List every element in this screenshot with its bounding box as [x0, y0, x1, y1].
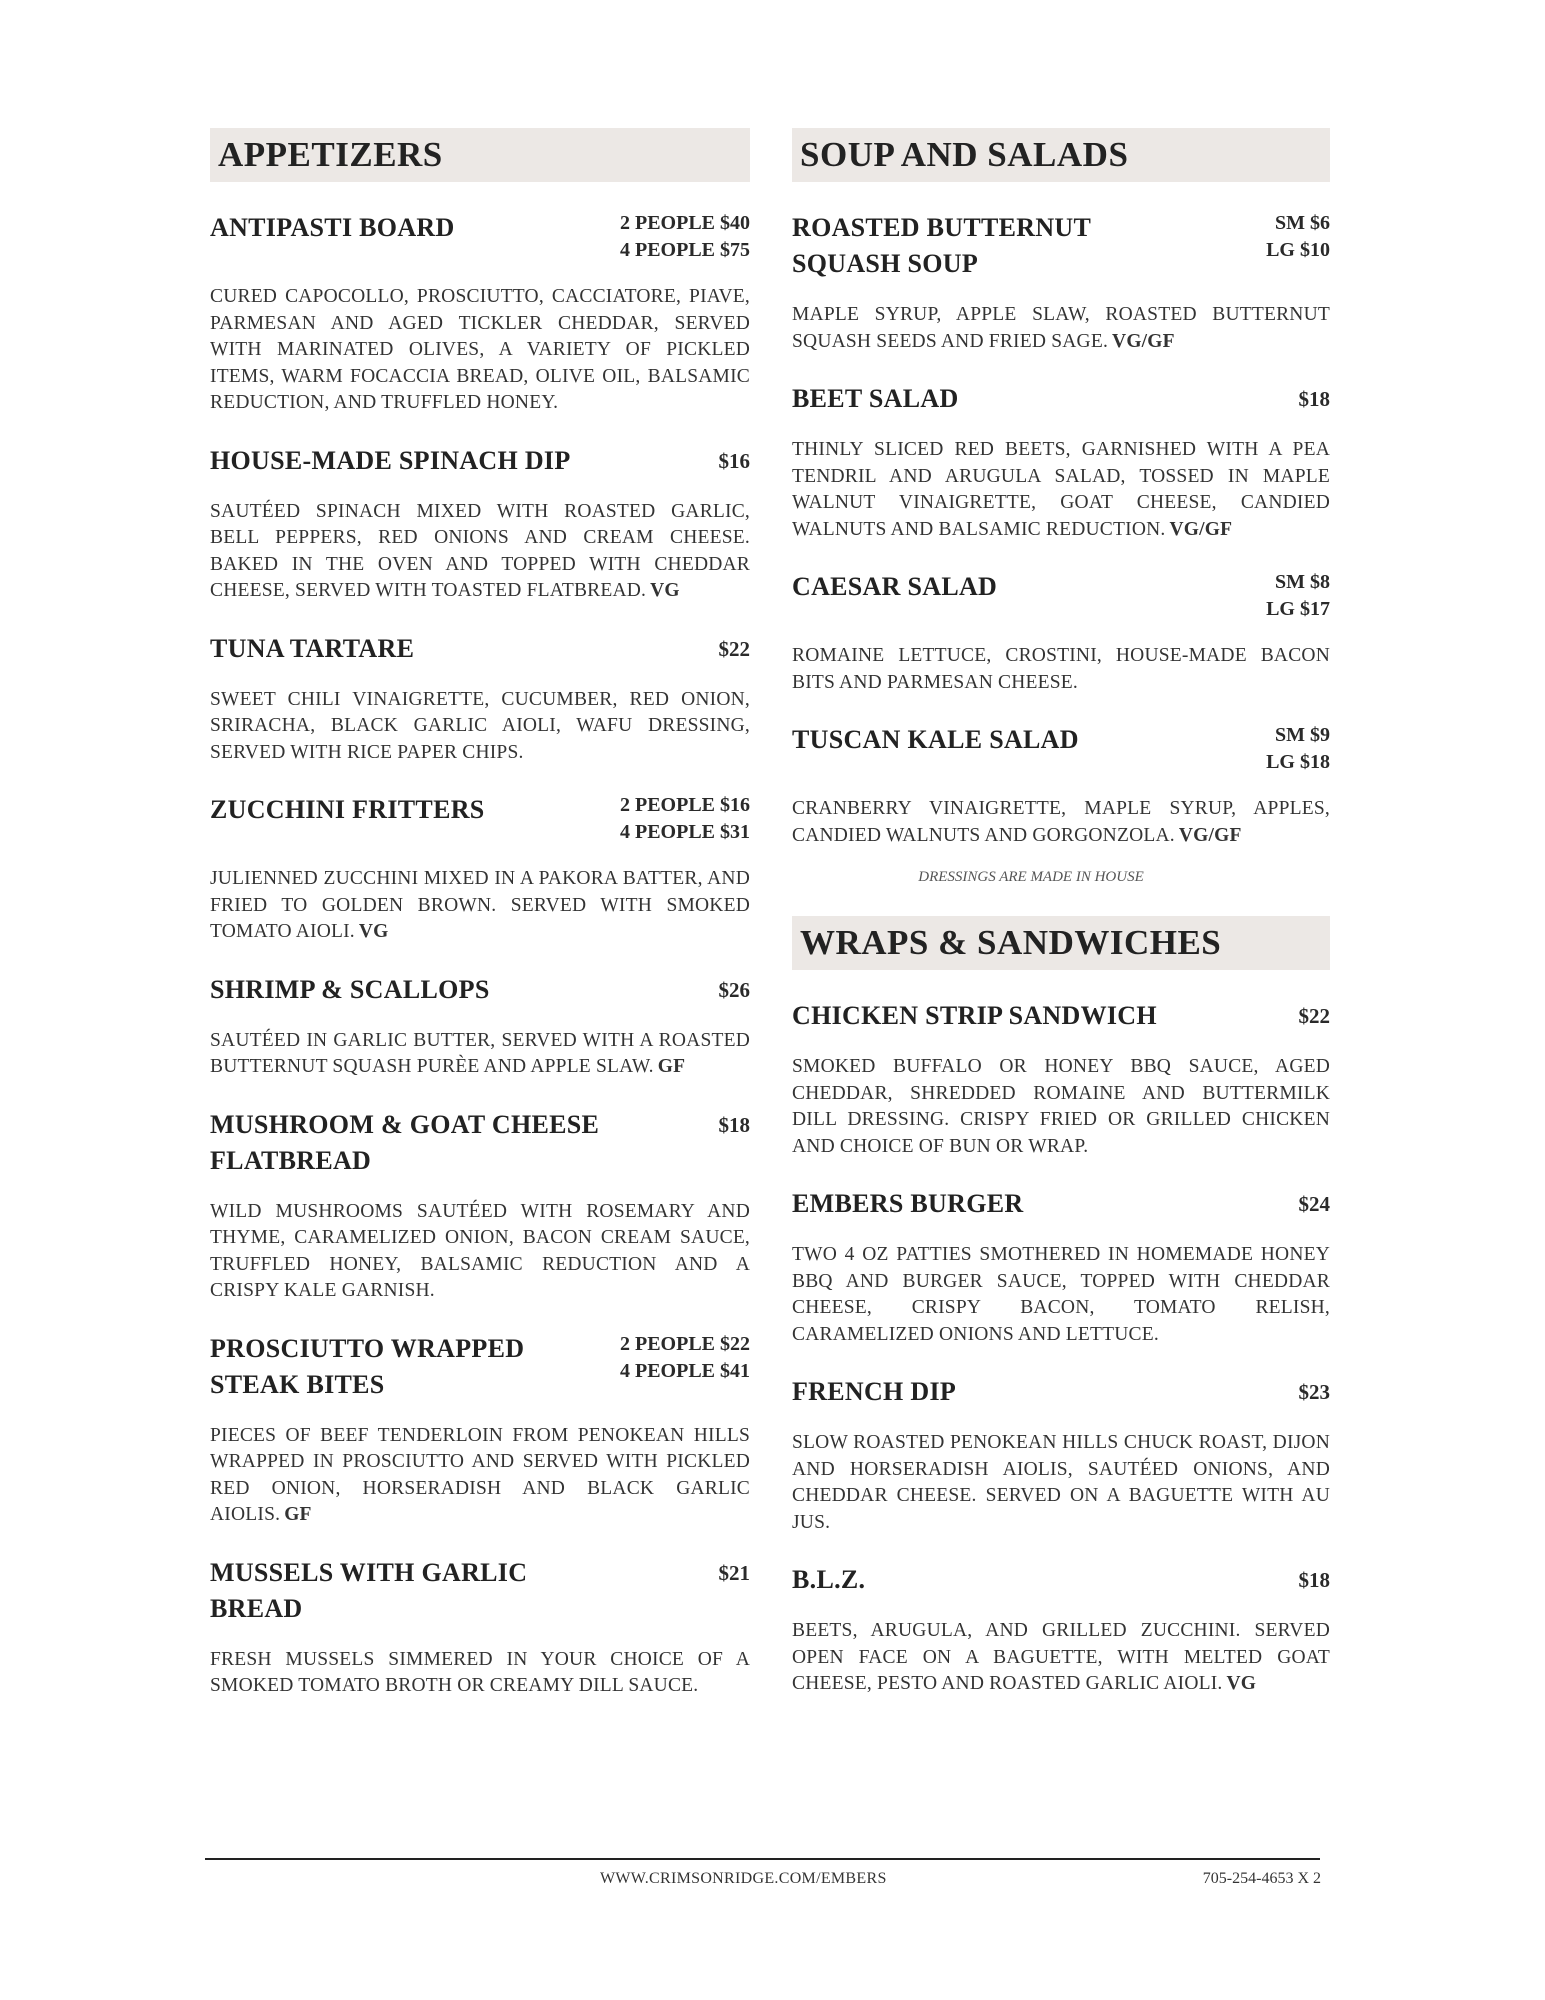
menu-item-name: MUSSELS WITH GARLIC BREAD	[210, 1557, 528, 1623]
price-line: 2 PEOPLE $40	[619, 212, 750, 234]
menu-item-name: TUSCAN KALE SALAD	[792, 725, 1079, 754]
menu-item-price	[719, 1555, 751, 1591]
price-line: $22	[718, 636, 750, 661]
price-line: $26	[718, 977, 750, 1002]
price-line: 4 PEOPLE $41	[619, 1359, 750, 1382]
right-column	[792, 128, 1330, 1724]
price-line: $21	[718, 1560, 750, 1585]
menu-item-description	[792, 437, 1330, 543]
menu-item-price	[719, 1107, 751, 1143]
appetizers-header	[210, 128, 750, 182]
description-text: BEETS, ARUGULA, AND GRILLED ZUCCHINI. SERVED OPEN FACE ON A BAGUETTE, WITH MELTED GOAT CHEESE, PESTO AND ROASTED GARLIC AIOLI.	[792, 1620, 1330, 1694]
description-text: SWEET CHILI VINAIGRETTE, CUCUMBER, RED ONION, SRIRACHA, BLACK GARLIC AIOLI, WAFU DRESSING, SERVED WITH RICE PAPER CHIPS.	[210, 688, 750, 763]
menu-item-price	[1299, 381, 1331, 417]
menu-item	[210, 1331, 750, 1529]
menu-item-header	[210, 1331, 750, 1403]
menu-item	[210, 443, 750, 605]
price-line: $18	[1298, 1568, 1330, 1592]
price-line: LG $18	[1266, 751, 1330, 773]
price-line: 2 PEOPLE $16	[619, 794, 750, 816]
menu-item-header	[792, 1374, 1330, 1410]
price-line: SM $6	[1275, 212, 1330, 234]
dietary-tag: VG/GF	[1178, 824, 1242, 846]
menu-item-description	[792, 302, 1330, 355]
wraps-list	[792, 998, 1330, 1698]
menu-item	[792, 381, 1330, 543]
menu-item-description	[210, 1028, 750, 1081]
description-text: FRESH MUSSELS SIMMERED IN YOUR CHOICE OF A SMOKED TOMATO BROTH OR CREAMY DILL SAUCE.	[210, 1648, 750, 1696]
wraps-title: WRAPS & SANDWICHES	[800, 923, 1222, 962]
dietary-tag: GF	[657, 1056, 686, 1077]
menu-item-description	[210, 499, 750, 605]
menu-item-description	[210, 1647, 750, 1700]
description-text: MAPLE SYRUP, APPLE SLAW, ROASTED BUTTERNUT SQUASH SEEDS AND FRIED SAGE.	[792, 304, 1330, 352]
description-text: TWO 4 OZ PATTIES SMOTHERED IN HOMEMADE HONEY BBQ AND BURGER SAUCE, TOPPED WITH CHEDDAR CHEESE, CRISPY BACON, TOMATO RELISH, CARAMELIZED ONIONS AND LETTUCE.	[792, 1244, 1330, 1345]
menu-item	[210, 210, 750, 417]
menu-item-description	[210, 284, 750, 417]
menu-item-name: ANTIPASTI BOARD	[210, 213, 455, 242]
menu-item-description	[792, 643, 1330, 696]
menu-item	[792, 210, 1330, 355]
dietary-tag: VG/GF	[1112, 330, 1175, 352]
menu-item	[210, 972, 750, 1081]
menu-item-price	[620, 210, 750, 264]
price-line: $22	[1298, 1004, 1330, 1028]
menu-item-header	[792, 1562, 1330, 1598]
menu-item-price	[1299, 1186, 1331, 1222]
description-text: THINLY SLICED RED BEETS, GARNISHED WITH A PEA TENDRIL AND ARUGULA SALAD, TOSSED IN MAPLE WALNUT VINAIGRETTE, GOAT CHEESE, CANDIED WALNUTS AND BALSAMIC REDUCTION.	[792, 439, 1330, 540]
menu-item-header	[792, 210, 1330, 282]
description-text: PIECES OF BEEF TENDERLOIN FROM PENOKEAN HILLS WRAPPED IN PROSCIUTTO AND SERVED WITH PICKLED RED ONION, HORSERADISH AND BLACK GARLIC AIOLIS.	[210, 1424, 750, 1525]
menu-item-price	[1299, 1374, 1331, 1410]
menu-item-name: SHRIMP & SCALLOPS	[210, 974, 490, 1004]
dietary-tag: VG	[358, 921, 389, 942]
description-text: SAUTÉED SPINACH MIXED WITH ROASTED GARLIC, BELL PEPPERS, RED ONIONS AND CREAM CHEESE. BAKED IN THE OVEN AND TOPPED WITH CHEDDAR CHEESE, SERVED WITH TOASTED FLATBREAD.	[210, 500, 750, 601]
menu-item-header	[210, 972, 750, 1008]
menu-item-description	[792, 796, 1330, 849]
menu-item-description	[792, 1054, 1330, 1160]
soups-header	[792, 128, 1330, 182]
menu-item-name: HOUSE-MADE SPINACH DIP	[210, 445, 571, 475]
left-column	[210, 128, 750, 1726]
price-line: LG $10	[1266, 239, 1330, 261]
menu-item-name: CAESAR SALAD	[792, 572, 998, 601]
menu-item-header	[210, 1555, 750, 1627]
menu-item-name: FRENCH DIP	[792, 1377, 957, 1406]
price-line: 2 PEOPLE $22	[619, 1332, 750, 1355]
price-line: $16	[718, 448, 750, 473]
price-line: $24	[1298, 1192, 1330, 1216]
menu-item	[210, 792, 750, 946]
menu-item-price	[620, 792, 750, 846]
description-text: CURED CAPOCOLLO, PROSCIUTTO, CACCIATORE, PIAVE, PARMESAN AND AGED TICKLER CHEDDAR, SERVED WITH MARINATED OLIVES, A VARIETY OF PICKLED ITEMS, WARM FOCACCIA BREAD, OLIVE OIL, BALSAMIC REDUCTION, AND TRUFFLED HONEY.	[210, 286, 750, 413]
price-line: 4 PEOPLE $75	[619, 239, 750, 261]
menu-item-header	[210, 443, 750, 479]
description-text: SAUTÉED IN GARLIC BUTTER, SERVED WITH A ROASTED BUTTERNUT SQUASH PURÈE AND APPLE SLAW.	[210, 1029, 750, 1077]
dietary-tag: GF	[284, 1504, 312, 1525]
dressings-note: DRESSINGS ARE MADE IN HOUSE	[918, 869, 1144, 885]
description-text: SMOKED BUFFALO OR HONEY BBQ SAUCE, AGED CHEDDAR, SHREDDED ROMAINE AND BUTTERMILK DILL DRESSING. CRISPY FRIED OR GRILLED CHICKEN AND CHOICE OF BUN OR WRAP.	[792, 1056, 1330, 1157]
menu-item-name: BEET SALAD	[792, 384, 959, 413]
menu-item	[792, 1374, 1330, 1536]
menu-item-name: MUSHROOM & GOAT CHEESE FLATBREAD	[210, 1109, 600, 1175]
menu-item-name: ROASTED BUTTERNUT SQUASH SOUP	[792, 213, 1091, 278]
description-text: ROMAINE LETTUCE, CROSTINI, HOUSE-MADE BACON BITS AND PARMESAN CHEESE.	[792, 645, 1330, 693]
menu-item-header	[210, 631, 750, 667]
dietary-tag: VG/GF	[1169, 518, 1233, 540]
soups-title: SOUP AND SALADS	[800, 135, 1129, 174]
appetizers-list	[210, 210, 750, 1700]
menu-item-price	[719, 972, 751, 1008]
menu-item-header	[792, 381, 1330, 417]
menu-item	[792, 722, 1330, 849]
menu-item	[210, 1555, 750, 1700]
menu-item-description	[210, 866, 750, 946]
menu-item-name: ZUCCHINI FRITTERS	[210, 795, 485, 824]
menu-item	[210, 1107, 750, 1305]
menu-item-price	[719, 631, 751, 667]
description-text: CRANBERRY VINAIGRETTE, MAPLE SYRUP, APPLES, CANDIED WALNUTS AND GORGONZOLA.	[792, 798, 1330, 846]
menu-item-description	[210, 1199, 750, 1305]
menu-item-description	[210, 1423, 750, 1529]
menu-item	[792, 1186, 1330, 1348]
menu-item-header	[792, 998, 1330, 1034]
menu-item-price	[1266, 569, 1330, 623]
menu-item-header	[210, 792, 750, 846]
footer-url: WWW.CRIMSONRIDGE.COM/EMBERS	[600, 1870, 887, 1887]
menu-item-description	[792, 1430, 1330, 1536]
footer-phone: 705-254-4653 X 2	[1202, 1870, 1321, 1887]
price-line: $23	[1298, 1380, 1330, 1404]
menu-item-name: EMBERS BURGER	[792, 1189, 1024, 1218]
soups-list	[792, 210, 1330, 849]
appetizers-title: APPETIZERS	[218, 135, 443, 174]
menu-item-price	[719, 443, 751, 479]
dietary-tag: VG	[650, 580, 680, 601]
description-text: SLOW ROASTED PENOKEAN HILLS CHUCK ROAST, DIJON AND HORSERADISH AIOLIS, SAUTÉED ONIONS, AND CHEDDAR CHEESE. SERVED ON A BAGUETTE WITH AU JUS.	[792, 1432, 1330, 1533]
menu-item-price	[1266, 210, 1330, 264]
menu-item-price	[1299, 998, 1331, 1034]
wraps-header	[792, 916, 1330, 970]
price-line: SM $8	[1275, 571, 1330, 593]
menu-item-description	[792, 1242, 1330, 1348]
menu-item-description	[792, 1618, 1330, 1698]
description-text: JULIENNED ZUCCHINI MIXED IN A PAKORA BATTER, AND FRIED TO GOLDEN BROWN. SERVED WITH SMOKED TOMATO AIOLI.	[210, 868, 750, 942]
menu-item-name: TUNA TARTARE	[210, 633, 415, 663]
menu-item-price	[1266, 722, 1330, 776]
menu-item-header	[210, 1107, 750, 1179]
menu-item	[792, 569, 1330, 696]
menu-item-header	[792, 569, 1330, 623]
menu-item	[792, 998, 1330, 1160]
menu-item-price	[620, 1331, 750, 1385]
menu-item-name: PROSCIUTTO WRAPPED STEAK BITES	[210, 1333, 525, 1399]
footer-divider	[205, 1858, 1320, 1860]
menu-item-name: B.L.Z.	[792, 1565, 866, 1594]
menu-item-header	[210, 210, 750, 264]
menu-item-price	[1299, 1562, 1331, 1598]
menu-item-name: CHICKEN STRIP SANDWICH	[792, 1001, 1157, 1030]
price-line: SM $9	[1275, 724, 1330, 746]
dietary-tag: VG	[1226, 1673, 1257, 1694]
price-line: $18	[1298, 387, 1330, 411]
menu-item-header	[792, 722, 1330, 776]
menu-item-header	[792, 1186, 1330, 1222]
description-text: WILD MUSHROOMS SAUTÉED WITH ROSEMARY AND THYME, CARAMELIZED ONION, BACON CREAM SAUCE, TRUFFLED HONEY, BALSAMIC REDUCTION AND A CRISPY KALE GARNISH.	[210, 1200, 750, 1301]
price-line: 4 PEOPLE $31	[619, 821, 750, 843]
menu-item	[792, 1562, 1330, 1698]
price-line: $18	[718, 1112, 750, 1137]
menu-item-description	[210, 687, 750, 767]
menu-item	[210, 631, 750, 767]
price-line: LG $17	[1266, 598, 1330, 620]
